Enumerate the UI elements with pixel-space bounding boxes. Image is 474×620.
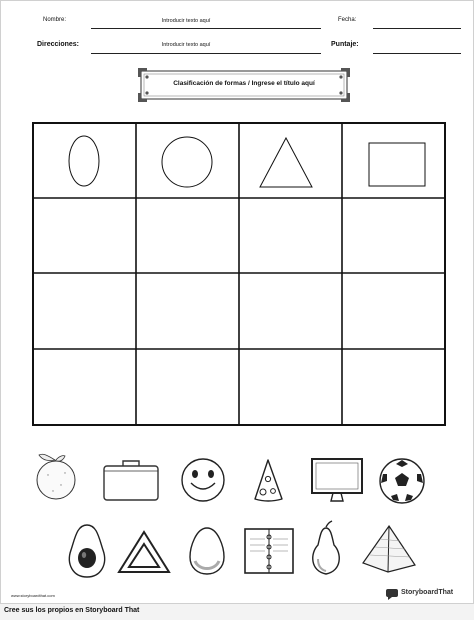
storyboard-logo-icon	[385, 588, 399, 600]
date-label: Fecha:	[338, 17, 357, 23]
name-underline	[91, 28, 321, 29]
monitor-icon[interactable]	[309, 456, 365, 504]
score-field[interactable]	[373, 53, 461, 54]
soccer-ball-icon[interactable]	[377, 456, 427, 506]
pear-icon[interactable]	[306, 519, 346, 579]
name-field[interactable]: Introducir texto aquí	[161, 18, 211, 24]
name-label: Nombre:	[43, 17, 67, 23]
pyramid-icon[interactable]	[360, 523, 418, 575]
date-field[interactable]	[373, 28, 461, 29]
smiley-face-icon[interactable]	[178, 455, 228, 505]
worksheet-title[interactable]: Clasificación de formas / Ingrese el título aquí	[173, 80, 315, 87]
orange-icon[interactable]	[33, 451, 79, 501]
directions-field[interactable]: Introducir texto aquí	[161, 42, 211, 48]
briefcase-icon[interactable]	[101, 457, 161, 503]
pizza-slice-icon[interactable]	[251, 457, 287, 505]
directions-label: Direcciones:	[37, 41, 80, 48]
oval-shape-icon	[63, 132, 105, 190]
circle-shape-icon	[159, 134, 215, 190]
sheet-url: www.storyboardthat.com	[11, 593, 55, 598]
directions-underline	[91, 53, 321, 54]
egg-icon[interactable]	[187, 525, 227, 577]
storyboardthat-logo	[385, 587, 465, 601]
avocado-icon[interactable]	[65, 522, 109, 580]
triangle-ruler-icon[interactable]	[116, 529, 172, 575]
square-shape-icon	[365, 140, 427, 188]
score-label: Puntaje:	[331, 41, 359, 48]
page-footer	[0, 604, 474, 620]
page-footer-text[interactable]: Cree sus los propios en Storyboard That	[4, 607, 140, 614]
triangle-shape-icon	[258, 134, 314, 190]
brand-text: StoryboardThat	[401, 589, 454, 596]
notebook-icon[interactable]	[241, 525, 297, 577]
